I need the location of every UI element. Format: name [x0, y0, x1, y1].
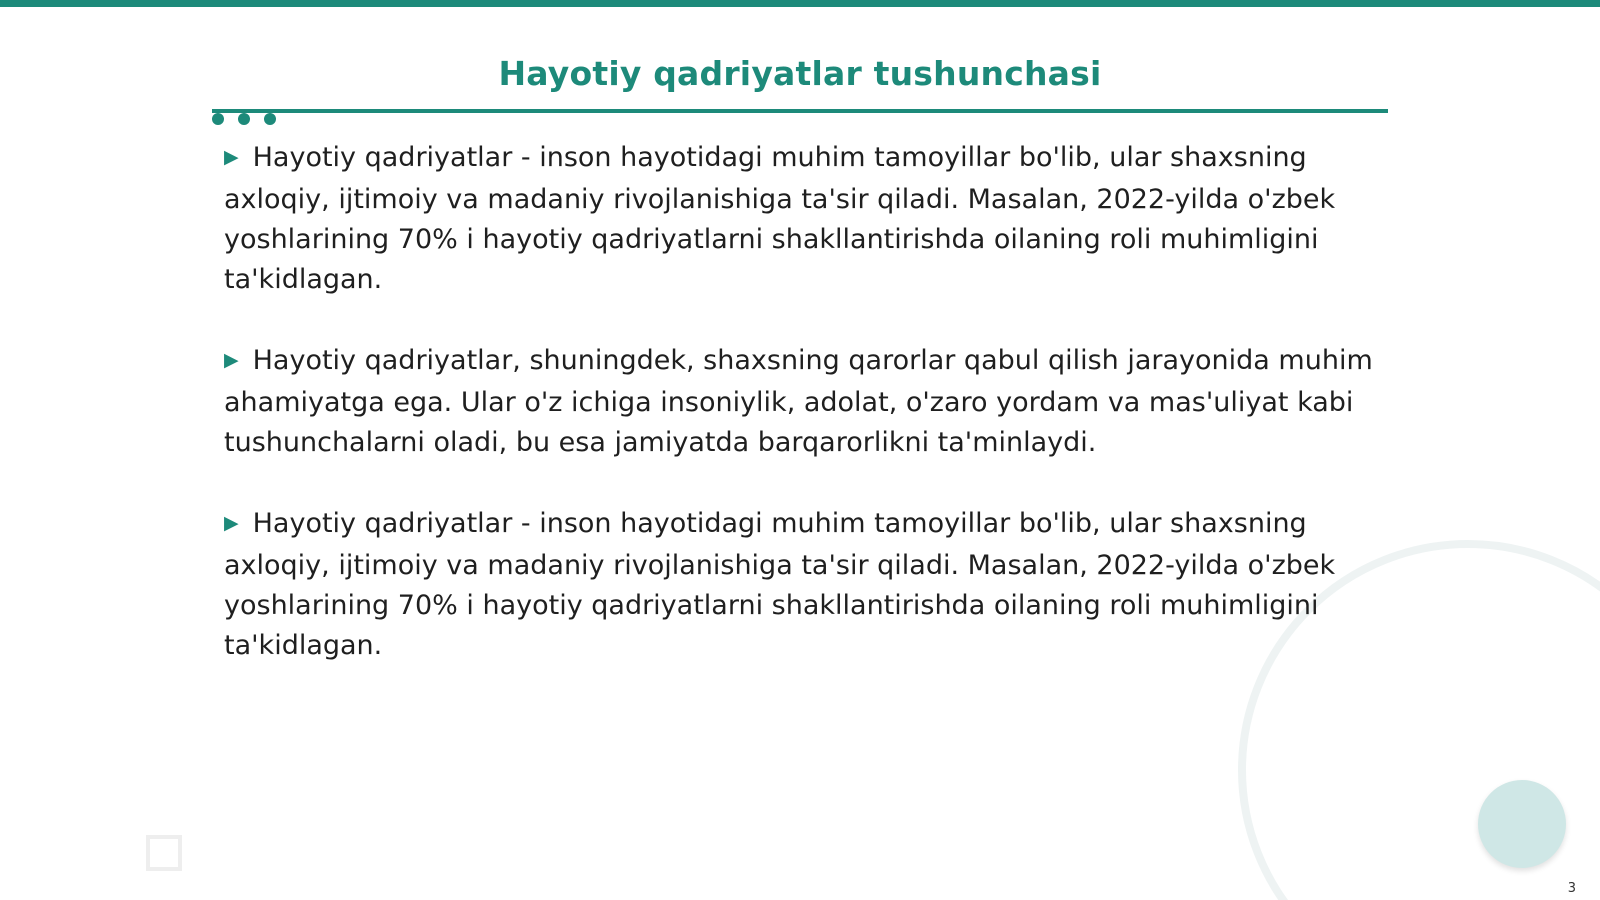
bullet-paragraph-1 [224, 138, 1384, 300]
page-number: 3 [1567, 881, 1576, 896]
title-underline [212, 109, 1388, 113]
top-accent-bar [0, 0, 1600, 7]
underline-dot-2 [238, 113, 250, 125]
bullet-text-3: Hayotiy qadriyatlar - inson hayotidagi muhim tamoyillar bo'lib, ular shaxsning axloqiy, ijtimoiy va madaniy rivojlanishiga ta'sir qiladi. Masalan, 2022-yilda o'zbek yoshlarining 70% i hayotiy qadriyatlarni shakllantirishda oilaning roli muhimligini ta'kidlagan. [224, 508, 1336, 661]
bullet-text-2: Hayotiy qadriyatlar, shuningdek, shaxsning qarorlar qabul qilish jarayonida muhim ahamiyatga ega. Ular o'z ichiga insoniylik, adolat, o'zaro yordam va mas'uliyat kabi tushunchalarni oladi, bu esa jamiyatda barqarorlikni ta'minlaydi. [224, 345, 1373, 458]
bullet-list [224, 138, 1384, 707]
triangle-right-icon: ▶ [224, 512, 239, 534]
bullet-paragraph-3 [224, 504, 1384, 666]
underline-dot-1 [212, 113, 224, 125]
slide-title: Hayotiy qadriyatlar tushunchasi [498, 54, 1102, 93]
underline-dot-3 [264, 113, 276, 125]
triangle-right-icon: ▶ [224, 146, 239, 168]
triangle-right-icon: ▶ [224, 349, 239, 371]
bullet-text-1: Hayotiy qadriyatlar - inson hayotidagi muhim tamoyillar bo'lib, ular shaxsning axloqiy, ijtimoiy va madaniy rivojlanishiga ta'sir qiladi. Masalan, 2022-yilda o'zbek yoshlarining 70% i hayotiy qadriyatlarni shakllantirishda oilaning roli muhimligini ta'kidlagan. [224, 142, 1336, 295]
decorative-circle [1478, 780, 1566, 868]
bullet-paragraph-2 [224, 341, 1384, 463]
decorative-square [146, 835, 182, 871]
